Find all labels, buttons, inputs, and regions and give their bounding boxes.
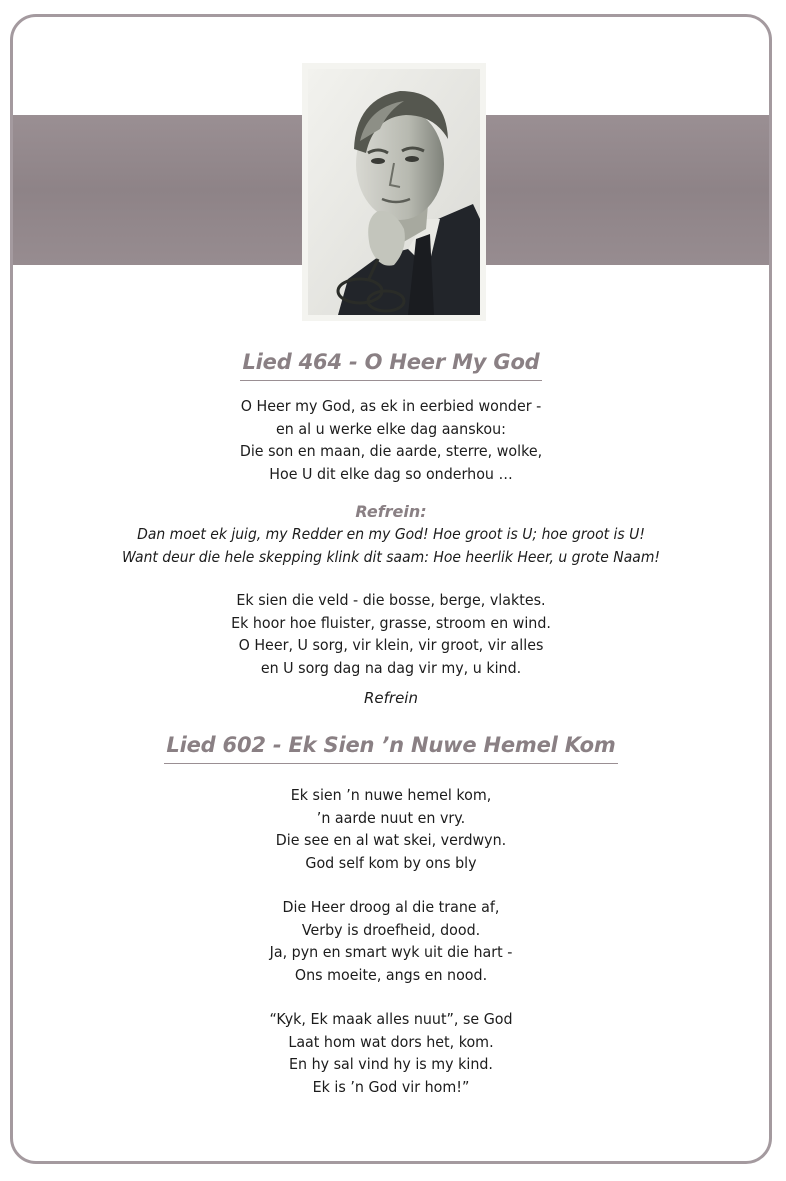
verse-line: O Heer, U sorg, vir klein, vir groot, vir alles [238,636,544,654]
verse-line: Laat hom wat dors het, kom. [288,1032,494,1051]
song-section-602 [13,733,769,1098]
verse-line: ’n aarde nuut en vry. [316,808,466,827]
verse-line: Ons moeite, angs en nood. [294,965,488,984]
portrait-image [308,69,480,315]
verse-line: “Kyk, Ek maak alles nuut”, se God [269,1010,513,1028]
verse-line: Hoe U dit elke dag so onderhou … [269,464,513,483]
verse-line: Die son en maan, die aarde, sterre, wolke, [239,442,543,460]
verse-line: En hy sal vind hy is my kind. [289,1055,493,1073]
verse-line: en al u werke elke dag aanskou: [276,419,506,438]
verse-line: Ja, pyn en smart wyk uit die hart - [269,943,513,961]
verse-line: Die Heer droog al die trane af, [282,898,500,916]
verse-line: O Heer my God, as ek in eerbied wonder - [240,397,542,415]
verse-line: God self kom by ons bly [305,853,477,872]
refrain-line: Want deur die hele skepping klink dit saam: Hoe heerlik Heer, u grote Naam! [121,548,661,566]
verse-line: Ek hoor hoe fluister, grasse, stroom en wind. [231,613,551,632]
refrain-text [51,523,731,569]
lyrics-content [13,350,769,1098]
verse-line: Die see en al wat skei, verdwyn. [275,831,507,849]
memorial-card [10,14,772,1164]
portrait-photo [302,63,486,321]
song-title-464: Lied 464 - O Heer My God [240,350,541,381]
verse-line: Ek is ’n God vir hom!” [312,1077,470,1096]
verse-2 [43,589,739,679]
verse-1 [43,395,739,485]
refrain-tag: Refrein [363,689,418,707]
refrain-heading: Refrein: [355,502,427,521]
verse-3 [43,1008,739,1098]
song-title-602: Lied 602 - Ek Sien ’n Nuwe Hemel Kom [164,733,617,764]
verse-line: Ek sien ’n nuwe hemel kom, [290,786,492,804]
refrain-line: Dan moet ek juig, my Redder en my God! Hoe groot is U; hoe groot is U! [137,525,645,543]
verse-line: en U sorg dag na dag vir my, u kind. [260,658,522,677]
song-section-464 [13,350,769,709]
verse-line: Verby is droefheid, dood. [301,920,481,939]
verse-2 [43,896,739,986]
verse-line: Ek sien die veld - die bosse, berge, vlaktes. [236,591,546,609]
verse-1 [43,784,739,874]
